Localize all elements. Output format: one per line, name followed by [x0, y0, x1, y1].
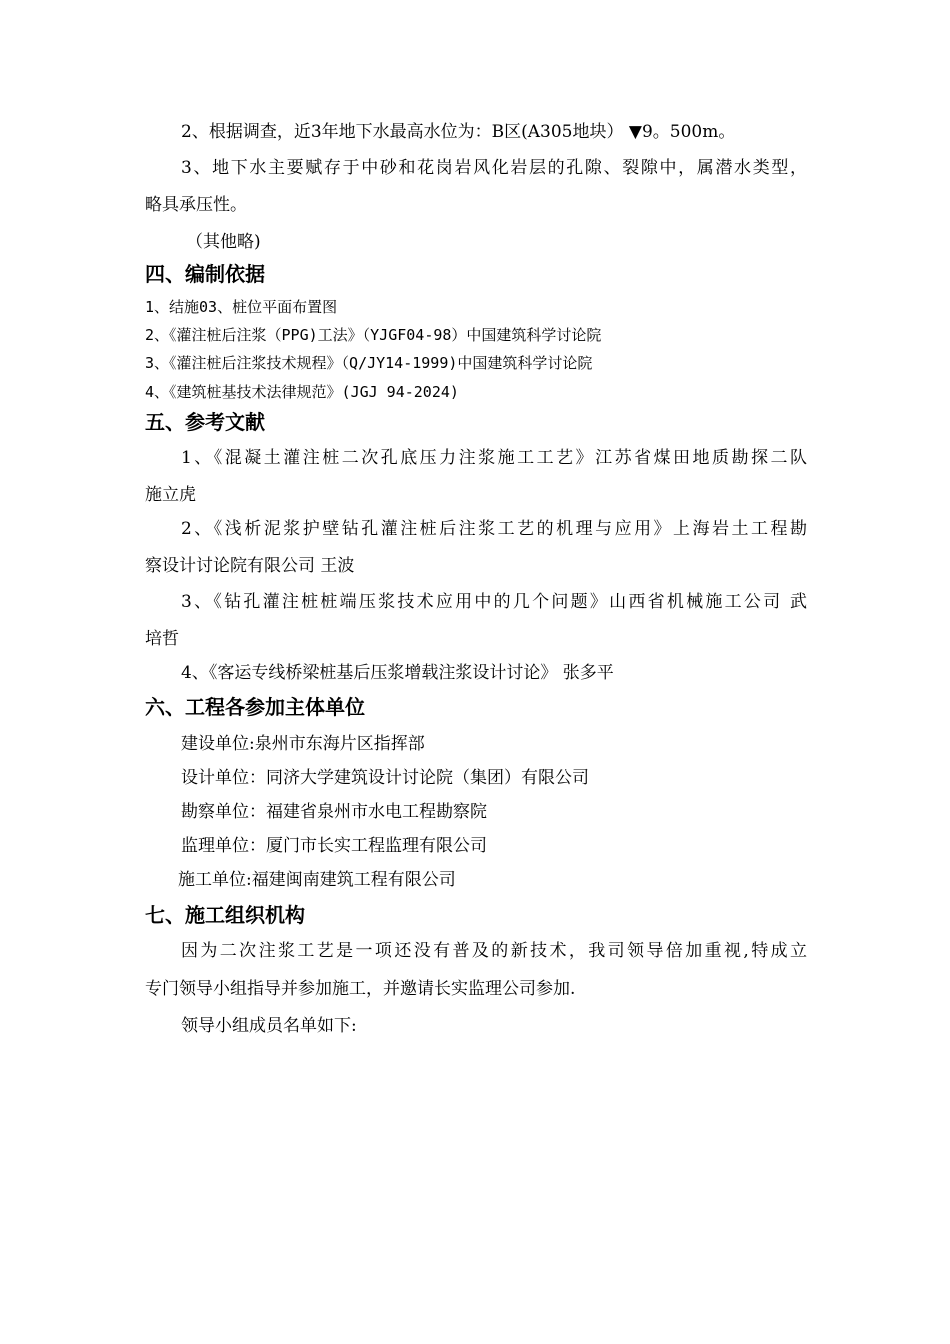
basis-item-2: 2、《灌注桩后注浆（PPG)工法》（YJGF04-98）中国建筑科学讨论院 [145, 326, 602, 344]
basis-item-4: 4、《建筑桩基技术法律规范》(JGJ 94-2024) [145, 383, 459, 401]
organization-paragraph-line2: 专门领导小组指导并参加施工，并邀请长实监理公司参加. [145, 979, 576, 999]
reference-3-line1: 3、《钻孔灌注桩桩端压浆技术应用中的几个问题》山西省机械施工公司 武 [181, 592, 807, 612]
aquifer-paragraph-line2: 略具承压性。 [145, 195, 247, 215]
section-5-heading: 五、参考文献 [145, 410, 265, 434]
reference-1-line2: 施立虎 [145, 485, 196, 505]
reference-1-line1: 1、《混凝土灌注桩二次孔底压力注浆施工工艺》江苏省煤田地质勘探二队 [181, 448, 807, 468]
organization-paragraph-line1: 因为二次注浆工艺是一项还没有普及的新技术，我司领导倍加重视,特成立 [181, 941, 807, 961]
reference-3-line2: 培哲 [145, 629, 179, 649]
unit-construction-owner: 建设单位:泉州市东海片区指挥部 [181, 734, 425, 754]
other-omitted-note: （其他略) [186, 232, 261, 252]
section-6-heading: 六、工程各参加主体单位 [145, 695, 365, 719]
aquifer-paragraph-line1: 3、地下水主要赋存于中砂和花岗岩风化岩层的孔隙、裂隙中，属潜水类型， [181, 158, 807, 178]
unit-supervisor: 监理单位：厦门市长实工程监理有限公司 [181, 836, 487, 856]
basis-item-1: 1、结施03、桩位平面布置图 [145, 298, 338, 316]
reference-4: 4、《客运专线桥梁桩基后压浆增载注浆设计讨论》 张多平 [181, 663, 614, 683]
unit-contractor: 施工单位:福建闽南建筑工程有限公司 [178, 870, 456, 890]
reference-2-line2: 察设计讨论院有限公司 王波 [145, 556, 355, 576]
member-list-intro: 领导小组成员名单如下: [181, 1016, 357, 1036]
section-7-heading: 七、施工组织机构 [145, 903, 305, 927]
section-4-heading: 四、编制依据 [145, 262, 265, 286]
basis-item-3: 3、《灌注桩后注浆技术规程》（Q/JY14-1999)中国建筑科学讨论院 [145, 354, 593, 372]
water-level-paragraph: 2、根据调查，近3年地下水最高水位为：B区(A305地块） ▼9。500m。 [181, 122, 736, 142]
reference-2-line1: 2、《浅析泥浆护壁钻孔灌注桩后注浆工艺的机理与应用》上海岩土工程勘 [181, 519, 807, 539]
unit-surveyor: 勘察单位：福建省泉州市水电工程勘察院 [181, 802, 487, 822]
unit-designer: 设计单位：同济大学建筑设计讨论院（集团）有限公司 [181, 768, 589, 788]
